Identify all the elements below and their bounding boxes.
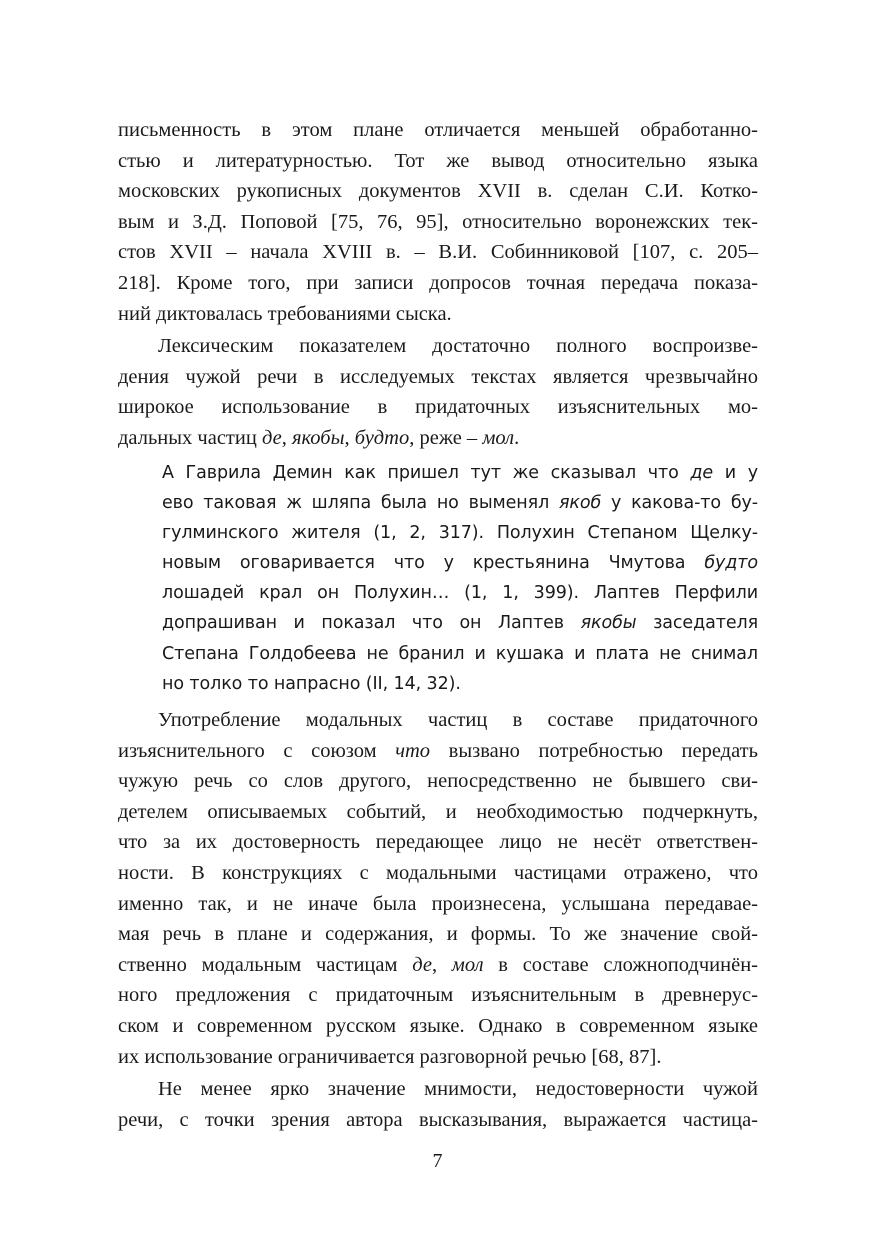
text-line: 218]. Кроме того, при записи допросов точная передача показа- (118, 271, 758, 294)
quote-line: гулминского жителя (1, 2, 317). Полухин Степаном Щелку- (162, 522, 758, 543)
text-line: стов XVII – начала XVIII в. – В.И. Собинниковой [107, с. 205– (118, 241, 758, 264)
italic-term: де (690, 462, 714, 483)
text-line: детелем описываемых событий, и необходимостью подчеркнуть, (118, 800, 758, 823)
italic-term: мол (482, 426, 515, 449)
text-line: ний диктовалась требованиями сыска. (118, 302, 452, 325)
italic-term: де (412, 953, 432, 976)
paragraph-3 (118, 705, 758, 1072)
page-body (118, 115, 758, 1135)
text-line: ском и современном русском языке. Однако в современном языке (118, 1014, 758, 1037)
text-line: московских рукописных документов XVII в. сделан С.И. Котко- (118, 180, 758, 203)
text-line: изъяснительного с союзом что вызвано потребностью передать (118, 739, 758, 762)
italic-term: что (395, 739, 431, 762)
italic-term: якобы (291, 426, 345, 449)
quote-line: Степана Голдобеева не бранил и кушака и плата не снимал (162, 643, 758, 664)
text-line: стью и литературностью. Тот же вывод относительно языка (118, 149, 758, 172)
italic-term: якобы (580, 613, 637, 634)
text-line: широкое использование в придаточных изъяснительных мо- (118, 396, 758, 419)
text-line: Не менее ярко значение мнимости, недостоверности чужой (158, 1078, 758, 1101)
text-line: письменность в этом плане отличается меньшей обработанно- (118, 119, 758, 141)
text-line: мая речь в плане и содержания, и формы. То же значение свой- (118, 923, 758, 946)
block-quote (162, 458, 758, 700)
text-line: ности. В конструкциях с модальными частицами отражено, что (118, 862, 758, 884)
quote-line: новым оговаривается что у крестьянина Чмутова будто (162, 553, 758, 574)
text-line: Употребление модальных частиц в составе придаточного (158, 709, 758, 732)
italic-term: мол (451, 953, 484, 976)
italic-term: будто (704, 553, 758, 574)
italic-term: якоб (558, 492, 602, 513)
text-line: именно так, и не иначе была произнесена, услышана передавае- (118, 892, 758, 915)
paragraph-2 (118, 331, 758, 453)
text-line: Лексическим показателем достаточно полного воспроизве- (158, 335, 758, 358)
quote-line: но толко то напрасно (II, 14, 32). (162, 673, 461, 694)
quote-line: ево таковая ж шляпа была но выменял якоб у какова-то бу- (162, 492, 758, 513)
text-line: что за их достоверность передающее лицо не несёт ответствен- (118, 831, 758, 854)
quote-line: лошадей крал он Полухин… (1, 1, 399). Лаптев Перфили (162, 583, 758, 604)
text-line: дения чужой речи в исследуемых текстах является чрезвычайно (118, 365, 758, 388)
text-line: дальных частиц де, якобы, будто, реже – мол. (118, 426, 520, 449)
page-number: 7 (432, 1150, 443, 1172)
paragraph-1 (118, 115, 758, 329)
italic-term: будто (354, 426, 410, 449)
quote-line: А Гаврила Демин как пришел тут же сказывал что де и у (162, 462, 758, 483)
text-line: ного предложения с придаточным изъяснительным в древнерус- (118, 984, 758, 1007)
italic-term: де (261, 426, 282, 449)
text-line: речи, с точки зрения автора высказывания, выражается частица- (118, 1108, 758, 1131)
text-line: их использование ограничивается разговорной речью [68, 87]. (118, 1045, 662, 1068)
text-line: вым и З.Д. Поповой [75, 76, 95], относительно воронежских тек- (118, 210, 758, 233)
text-line: чужую речь со слов другого, непосредственно не бывшего сви- (118, 770, 758, 793)
quote-line: допрашиван и показал что он Лаптев якобы заседателя (162, 613, 758, 634)
text-line: ственно модальным частицам де, мол в составе сложноподчинён- (118, 953, 759, 976)
paragraph-4 (118, 1074, 758, 1135)
